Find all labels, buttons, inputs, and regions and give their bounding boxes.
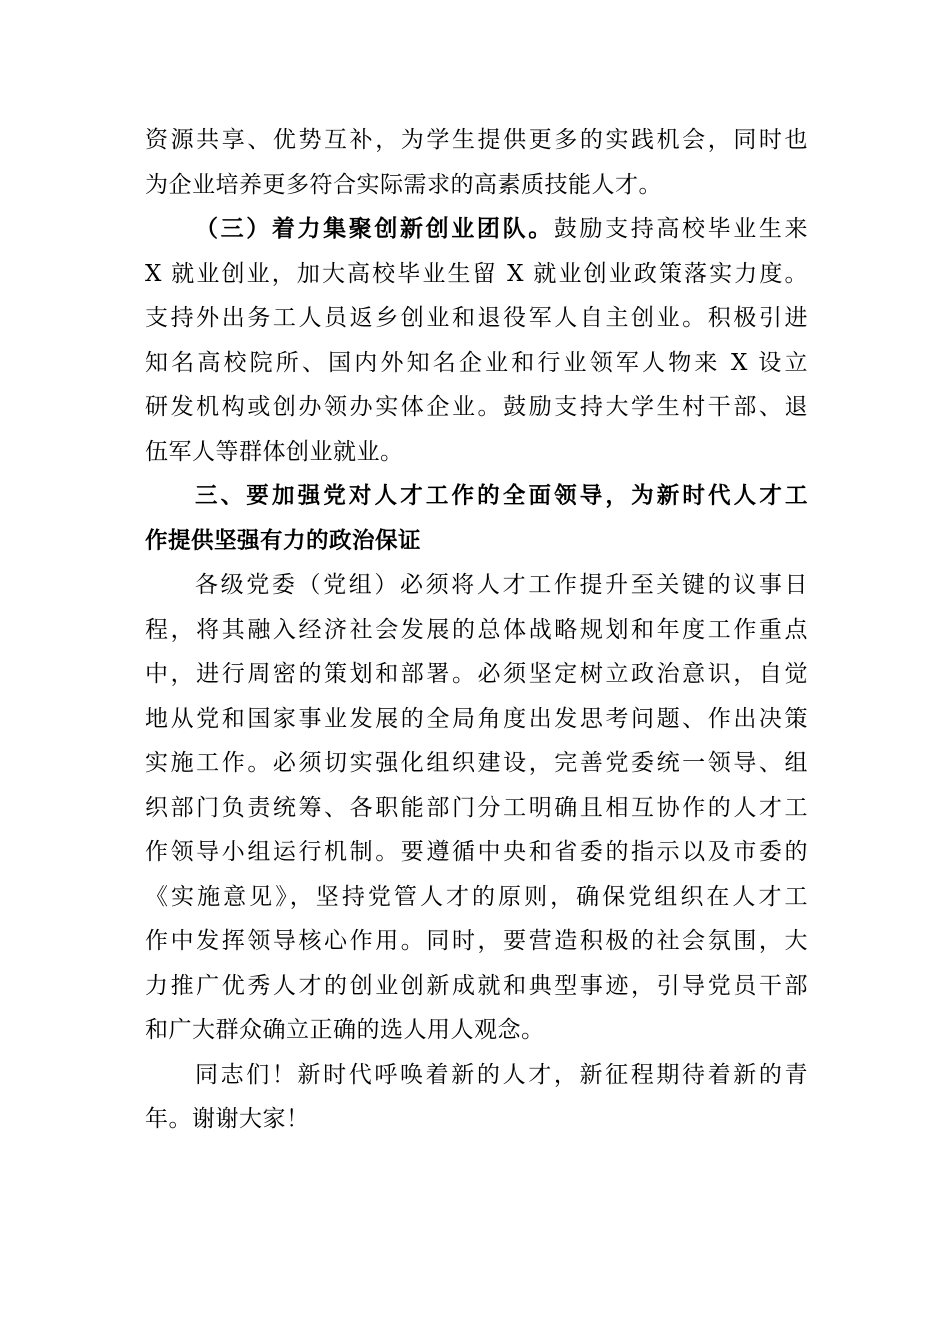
document-body (145, 118, 808, 1142)
paragraph-2-line-5: 研发机构或创办领办实体企业。鼓励支持大学生村干部、退 (145, 394, 808, 420)
paragraph-2-line-2: X 就业创业，加大高校毕业生留 X 就业创业政策落实力度。 (145, 260, 808, 287)
paragraph-2-line-4: 知名高校院所、国内外知名企业和行业领军人物来 X 设立 (145, 349, 808, 376)
paragraph-3-line-8: 《实施意见》，坚持党管人才的原则，确保党组织在人才工 (145, 883, 808, 910)
paragraph-3-line-11: 和广大群众确立正确的选人用人观念。 (145, 1017, 545, 1043)
paragraph-4-line-2: 年。谢谢大家！ (145, 1106, 310, 1132)
paragraph-4-line-1: 同志们！新时代呼唤着新的人才，新征程期待着新的青 (195, 1061, 808, 1088)
paragraph-3-line-5: 实施工作。必须切实强化组织建设，完善党委统一领导、组 (145, 750, 808, 776)
paragraph-2-line-3: 支持外出务工人员返乡创业和退役军人自主创业。积极引进 (145, 305, 808, 331)
paragraph-3-line-3: 中，进行周密的策划和部署。必须坚定树立政治意识，自觉 (145, 661, 808, 687)
paragraph-3-line-2: 程，将其融入经济社会发展的总体战略规划和年度工作重点 (145, 616, 808, 643)
section-heading-line-1: 三、要加强党对人才工作的全面领导，为新时代人才工 (195, 483, 808, 509)
paragraph-2-line-1 (145, 207, 808, 252)
paragraph-3-line-7: 作领导小组运行机制。要遵循中央和省委的指示以及市委的 (145, 839, 808, 865)
paragraph-3-line-9: 作中发挥领导核心作用。同时，要营造积极的社会氛围，大 (145, 928, 808, 954)
subsection-title: （三）着力集聚创新创业团队。 (195, 215, 554, 242)
paragraph-2-line-6: 伍军人等群体创业就业。 (145, 438, 404, 465)
section-heading-line-2: 作提供坚强有力的政治保证 (145, 527, 422, 554)
paragraph-2-text: 鼓励支持高校毕业生来 (553, 216, 809, 242)
paragraph-3-line-4: 地从党和国家事业发展的全局角度出发思考问题、作出决策 (145, 705, 808, 732)
paragraph-3-line-6: 织部门负责统筹、各职能部门分工明确且相互协作的人才工 (145, 794, 808, 821)
paragraph-3-line-1: 各级党委（党组）必须将人才工作提升至关键的议事日 (195, 572, 808, 598)
paragraph-1-line-2: 为企业培养更多符合实际需求的高素质技能人才。 (145, 171, 662, 198)
paragraph-3-line-10: 力推广优秀人才的创业创新成就和典型事迹，引导党员干部 (145, 972, 808, 999)
paragraph-1-line-1: 资源共享、优势互补，为学生提供更多的实践机会，同时也 (145, 127, 808, 153)
